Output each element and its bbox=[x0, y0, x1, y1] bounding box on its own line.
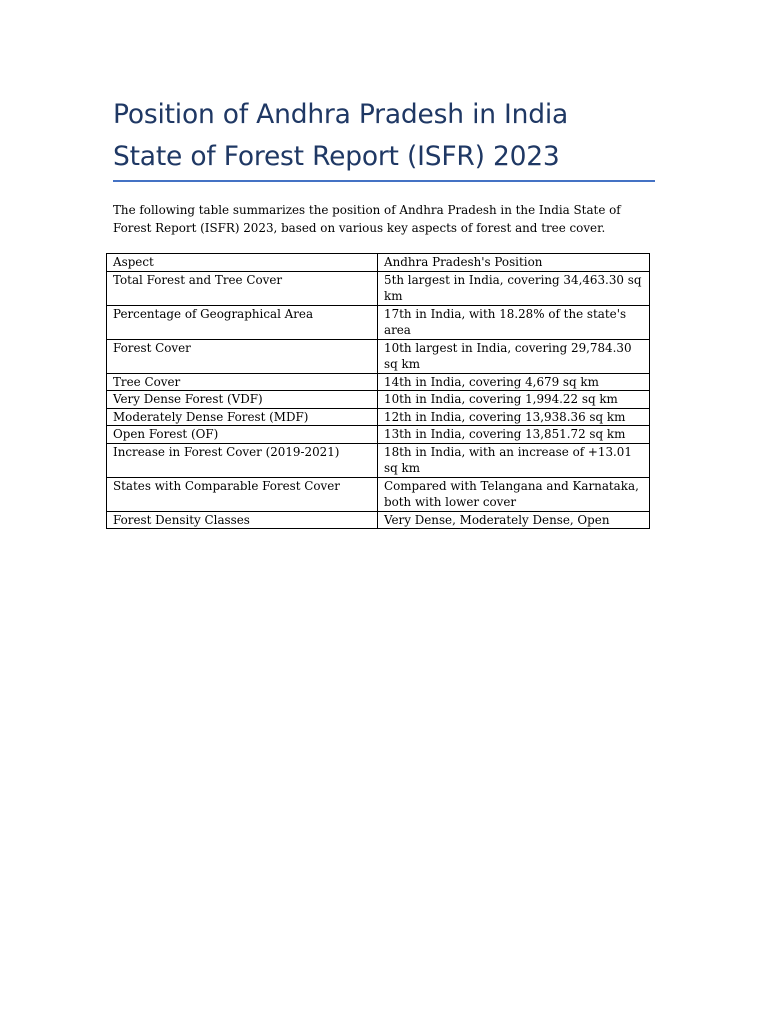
position-cell: Very Dense, Moderately Dense, Open bbox=[378, 511, 650, 529]
table-row bbox=[107, 477, 650, 511]
aspect-cell: Open Forest (OF) bbox=[107, 426, 378, 444]
aspect-cell: Tree Cover bbox=[107, 373, 378, 391]
position-cell: 17th in India, with 18.28% of the state's area bbox=[378, 305, 650, 339]
table-row bbox=[107, 443, 650, 477]
position-cell: 10th in India, covering 1,994.22 sq km bbox=[378, 391, 650, 409]
aspect-cell: Moderately Dense Forest (MDF) bbox=[107, 408, 378, 426]
position-cell: 12th in India, covering 13,938.36 sq km bbox=[378, 408, 650, 426]
table-row bbox=[107, 391, 650, 409]
table-header-row bbox=[107, 254, 650, 272]
header-aspect: Aspect bbox=[107, 254, 378, 272]
aspect-cell: Increase in Forest Cover (2019-2021) bbox=[107, 443, 378, 477]
aspect-cell: Forest Cover bbox=[107, 339, 378, 373]
table-row bbox=[107, 339, 650, 373]
header-position: Andhra Pradesh's Position bbox=[378, 254, 650, 272]
table-row bbox=[107, 426, 650, 444]
position-cell: 13th in India, covering 13,851.72 sq km bbox=[378, 426, 650, 444]
page-title bbox=[113, 94, 673, 178]
table-row bbox=[107, 511, 650, 529]
position-cell: 18th in India, with an increase of +13.01 sq km bbox=[378, 443, 650, 477]
title-line-1: Position of Andhra Pradesh in India bbox=[113, 99, 569, 130]
aspect-cell: States with Comparable Forest Cover bbox=[107, 477, 378, 511]
position-cell: 14th in India, covering 4,679 sq km bbox=[378, 373, 650, 391]
table-row bbox=[107, 271, 650, 305]
table-row bbox=[107, 305, 650, 339]
aspect-cell: Total Forest and Tree Cover bbox=[107, 271, 378, 305]
position-cell: 10th largest in India, covering 29,784.30 sq km bbox=[378, 339, 650, 373]
position-table bbox=[106, 253, 650, 529]
aspect-cell: Percentage of Geographical Area bbox=[107, 305, 378, 339]
table-row bbox=[107, 408, 650, 426]
intro-paragraph: The following table summarizes the position of Andhra Pradesh in the India State of Forest Report (ISFR) 2023, based on various key aspects of forest and tree cover. bbox=[113, 203, 621, 235]
aspect-cell: Forest Density Classes bbox=[107, 511, 378, 529]
aspect-cell: Very Dense Forest (VDF) bbox=[107, 391, 378, 409]
position-cell: 5th largest in India, covering 34,463.30 sq km bbox=[378, 271, 650, 305]
position-cell: Compared with Telangana and Karnataka, both with lower cover bbox=[378, 477, 650, 511]
table-row bbox=[107, 373, 650, 391]
title-line-2: State of Forest Report (ISFR) 2023 bbox=[113, 141, 560, 172]
title-underline bbox=[113, 180, 655, 182]
